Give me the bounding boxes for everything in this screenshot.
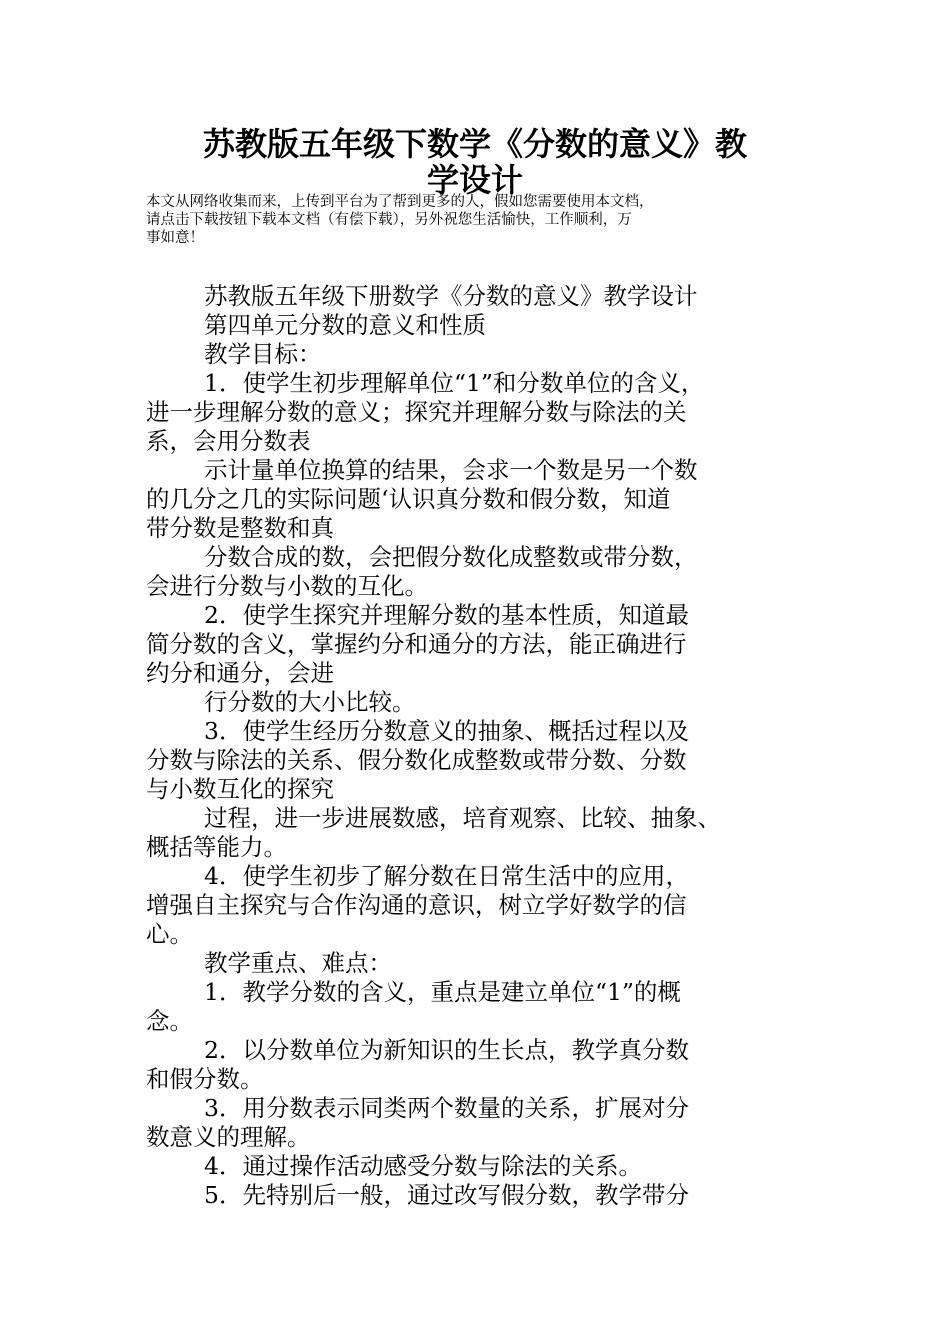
download-notice-line-1: 本文从网络收集而来，上传到平台为了帮到更多的人，假如您需要使用本文档，: [146, 194, 654, 210]
body-text-line: 3．使学生经历分数意义的抽象、概括过程以及: [204, 717, 689, 745]
document-title-line-2: 学设计: [426, 161, 523, 199]
body-text-line: 进一步理解分数的意义；探究并理解分数与除法的关: [146, 398, 687, 426]
body-text-line: 的几分之几的实际问题‘认识真分数和假分数，知道: [146, 485, 671, 513]
download-notice-line-3: 事如意！: [146, 230, 204, 246]
body-text-line: 会进行分数与小数的互化。: [146, 572, 428, 600]
body-text-line: 念。: [146, 1007, 193, 1035]
body-text-line: 过程，进一步进展数感，培育观察、比较、抽象、: [204, 804, 721, 832]
body-text-line: 增强自主探究与合作沟通的意识，树立学好数学的信: [146, 891, 687, 919]
body-text-line: 5．先特别后一般，通过改写假分数，教学带分: [204, 1181, 689, 1209]
body-section-key-points: 教学重点、难点：: [204, 949, 392, 977]
body-text-line: 3．用分数表示同类两个数量的关系，扩展对分: [204, 1094, 689, 1122]
body-text-line: 行分数的大小比较。: [204, 688, 416, 716]
body-text-line: 2．使学生探究并理解分数的基本性质，知道最: [204, 601, 689, 629]
body-text-line: 分数合成的数，会把假分数化成整数或带分数，: [204, 543, 698, 571]
body-text-line: 4．使学生初步了解分数在日常生活中的应用，: [204, 862, 689, 890]
body-text-line: 2．以分数单位为新知识的生长点，教学真分数: [204, 1036, 689, 1064]
body-text-line: 和假分数。: [146, 1065, 264, 1093]
body-text-line: 示计量单位换算的结果，会求一个数是另一个数: [204, 456, 698, 484]
body-text-line: 与小数互化的探究: [146, 775, 334, 803]
body-text-line: 带分数是整数和真: [146, 514, 334, 542]
body-text-line: 1．教学分数的含义，重点是建立单位“1”的概: [204, 978, 681, 1006]
body-text-line: 心。: [146, 920, 193, 948]
body-text-line: 系，会用分数表: [146, 427, 311, 455]
body-text-line: 约分和通分，会进: [146, 659, 334, 687]
body-text-line: 4．通过操作活动感受分数与除法的关系。: [204, 1152, 642, 1180]
body-text-line: 简分数的含义，掌握约分和通分的方法，能正确进行: [146, 630, 687, 658]
body-text-line: 1．使学生初步理解单位“1”和分数单位的含义，: [204, 369, 705, 397]
body-text-line: 数意义的理解。: [146, 1123, 311, 1151]
body-text-line: 分数与除法的关系、假分数化成整数或带分数、分数: [146, 746, 687, 774]
document-title-line-1: 苏教版五年级下数学《分数的意义》教: [202, 125, 747, 163]
body-unit-title: 第四单元分数的意义和性质: [204, 311, 486, 339]
body-heading: 苏教版五年级下册数学《分数的意义》教学设计: [204, 282, 698, 310]
body-section-objectives: 教学目标：: [204, 340, 322, 368]
download-notice-line-2: 请点击下载按钮下载本文档（有偿下载），另外祝您生活愉快，工作顺利，万: [146, 212, 632, 228]
body-text-line: 概括等能力。: [146, 833, 287, 861]
